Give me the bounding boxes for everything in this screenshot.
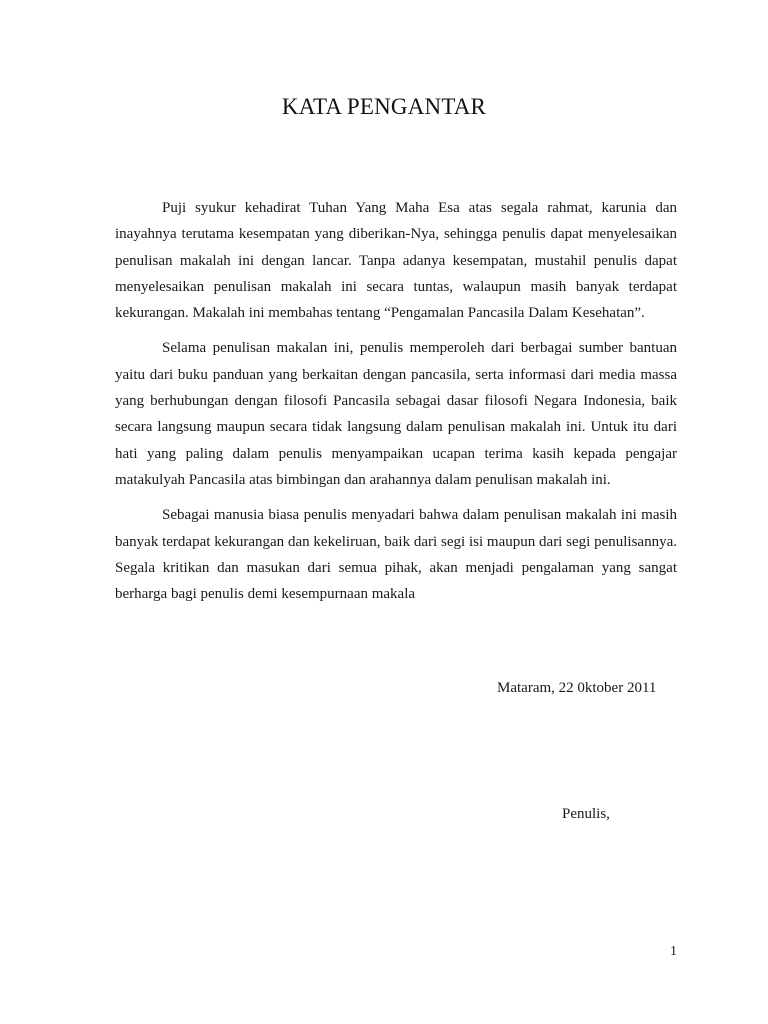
- place-date: Mataram, 22 0ktober 2011: [497, 680, 657, 696]
- signer-label: Penulis,: [562, 806, 610, 822]
- page-number: 1: [670, 944, 677, 959]
- paragraph-3: Sebagai manusia biasa penulis menyadari bahwa dalam penulisan makalah ini masih banyak terdapat kekurangan dan kekeliruan, baik dari segi isi maupun dari segi penulisannya. Segala kritikan dan masukan dari semua pihak, akan menjadi pengalaman yang sangat berharga bagi penulis demi kesempurnaan makala: [115, 507, 677, 603]
- paragraph-2: Selama penulisan makalan ini, penulis memperoleh dari berbagai sumber bantuan yaitu dari buku panduan yang berkaitan dengan pancasila, serta informasi dari media massa yang berhubungan dengan filosofi Pancasila sebagai dasar filosofi Negara Indonesia, baik secara langsung maupun secara tidak langsung dalam penulisan makalah ini. Untuk itu dari hati yang paling dalam penulis menyampaikan ucapan terima kasih kepada pengajar matakulyah Pancasila atas bimbingan dan arahannya dalam penulisan makalah ini.: [115, 340, 677, 488]
- paragraph-1: Puji syukur kehadirat Tuhan Yang Maha Esa atas segala rahmat, karunia dan inayahnya terutama kesempatan yang diberikan-Nya, sehingga penulis dapat menyelesaikan penulisan makalah ini dengan lancar. Tanpa adanya kesempatan, mustahil penulis dapat menyelesaikan penulisan makalah ini secara tuntas, walaupun masih banyak terdapat kekurangan. Makalah ini membahas tentang “Pengamalan Pancasila Dalam Kesehatan”.: [115, 200, 677, 322]
- page-title: KATA PENGANTAR: [281, 94, 487, 119]
- document-body: [115, 195, 677, 616]
